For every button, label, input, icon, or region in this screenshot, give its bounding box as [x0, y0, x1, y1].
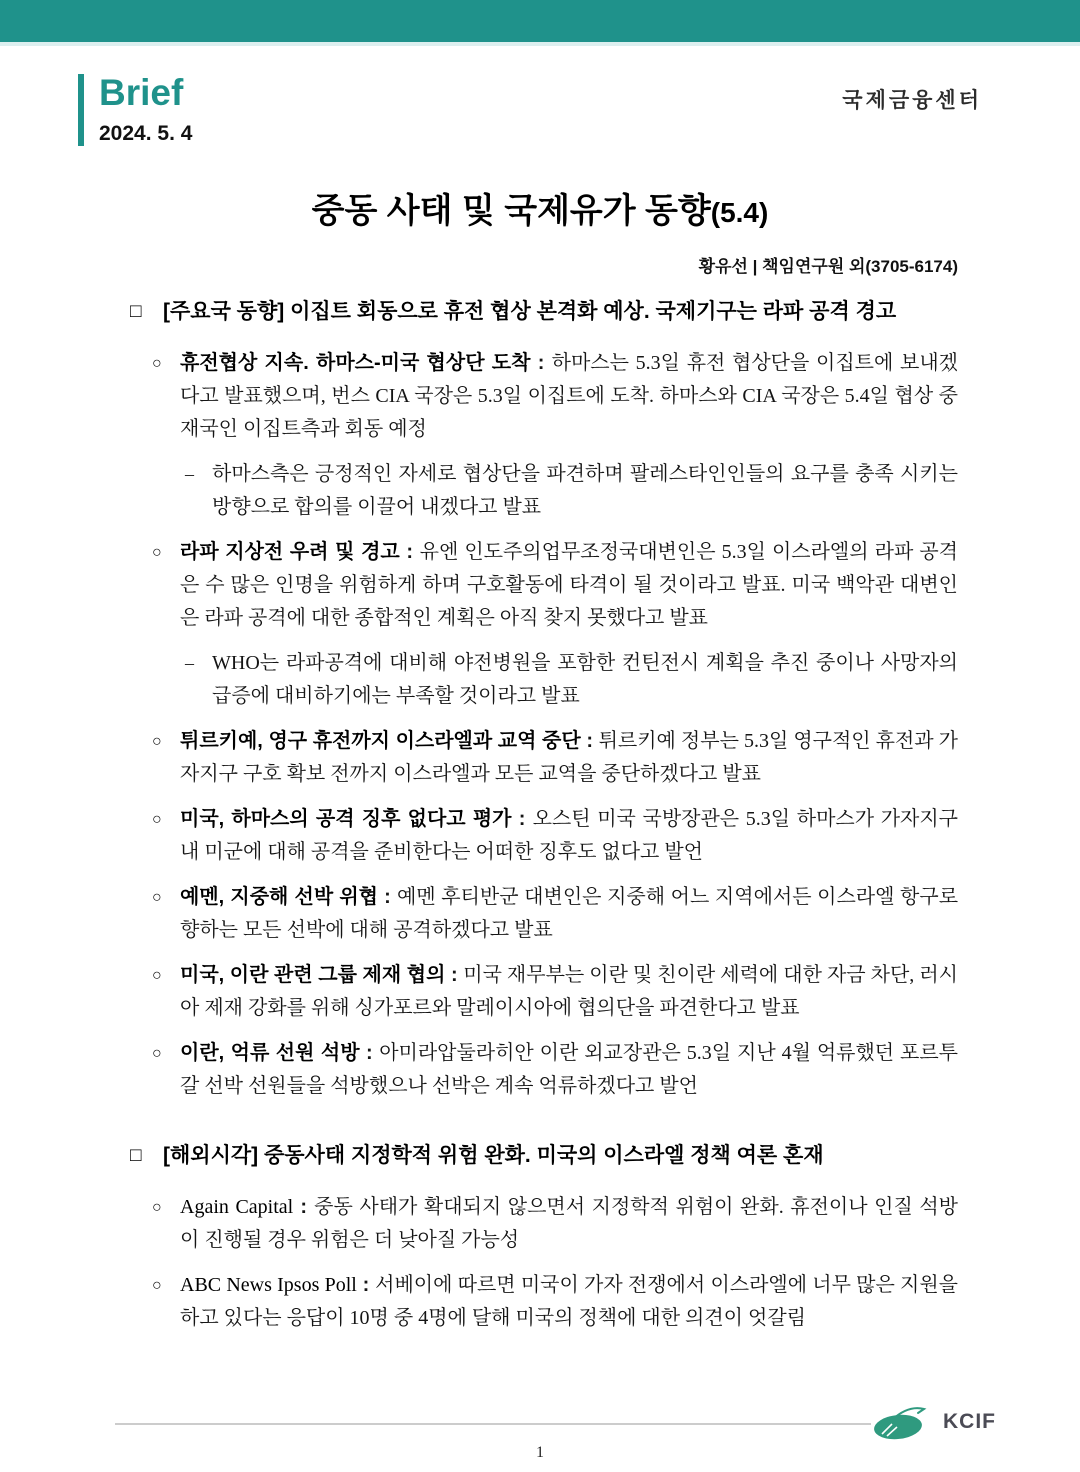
item-lead: 휴전협상 지속. 하마스-미국 협상단 도착 — [180, 352, 531, 374]
circle-bullet-icon: ○ — [152, 889, 162, 906]
item-body: 하마스는 5.3일 휴전 협상단을 이집트에 보내겠다고 발표했으며, 번스 CIA 국장은 5.3일 이집트에 도착. 하마스와 CIA 국장은 5.4일 협상 중재국인 이집트측과 회동 예정 — [180, 352, 958, 440]
list-item — [130, 347, 958, 446]
item-lead: 라파 지상전 우려 및 경고 — [180, 541, 400, 563]
section-heading-text: [주요국 동향] 이집트 회동으로 휴전 협상 본격화 예상. 국제기구는 라파 공격 경고 — [163, 300, 897, 323]
square-bullet-icon: □ — [130, 1145, 142, 1166]
item-lead: ABC News Ipsos Poll — [180, 1274, 357, 1296]
sub-list-item — [130, 647, 958, 713]
item-colon: : — [377, 886, 398, 908]
brief-label: Brief — [99, 72, 184, 113]
page-title-main: 중동 사태 및 국제유가 동향 — [311, 192, 711, 230]
sub-list-item — [130, 458, 958, 524]
item-lead: 미국, 이란 관련 그룹 제재 협의 — [180, 964, 446, 986]
top-accent-bar — [0, 0, 1080, 42]
dash-bullet-icon: – — [185, 464, 194, 484]
sub-item-text: 하마스측은 긍정적인 자세로 협상단을 파견하며 팔레스타인인들의 요구를 충족 시키는 방향으로 합의를 이끌어 내겠다고 발표 — [212, 463, 958, 518]
document-body — [130, 297, 958, 1347]
sub-item-text: WHO는 라파공격에 대비해 야전병원을 포함한 컨틴전시 계획을 추진 중이나 사망자의 급증에 대비하기에는 부족할 것이라고 발표 — [212, 652, 958, 707]
circle-bullet-icon: ○ — [152, 811, 162, 828]
list-item-text — [180, 1037, 958, 1103]
kcif-logo-icon — [872, 1402, 934, 1442]
kcif-logo — [872, 1402, 996, 1442]
list-item-text — [180, 536, 958, 635]
list-item-text — [180, 347, 958, 446]
circle-bullet-icon: ○ — [152, 355, 162, 372]
list-item — [130, 536, 958, 635]
item-lead: 예멘, 지중해 선박 위협 — [180, 886, 378, 908]
circle-bullet-icon: ○ — [152, 1277, 162, 1294]
list-item-text — [180, 959, 958, 1025]
list-item — [130, 1269, 958, 1335]
section-heading-text: [해외시각] 중동사태 지정학적 위험 완화. 미국의 이스라엘 정책 여론 혼재 — [163, 1144, 824, 1167]
item-body: 튀르키예 정부는 5.3일 영구적인 휴전과 가자지구 구호 확보 전까지 이스라엘과 모든 교역을 중단하겠다고 발표 — [180, 730, 958, 785]
item-colon: : — [359, 1042, 380, 1064]
list-item-text — [180, 803, 958, 869]
section-overseas-views — [130, 1141, 958, 1335]
list-item — [130, 725, 958, 791]
item-lead: 미국, 하마스의 공격 징후 없다고 평가 — [180, 808, 512, 830]
item-body: 미국 재무부는 이란 및 친이란 세력에 대한 자금 차단, 러시아 제재 강화를 위해 싱가포르와 말레이시아에 협의단을 파견한다고 발표 — [180, 964, 958, 1019]
item-colon: : — [530, 352, 552, 374]
item-body: 유엔 인도주의업무조정국대변인은 5.3일 이스라엘의 라파 공격은 수 많은 인명을 위험하게 하며 구호활동에 타격이 될 것이라고 발표. 미국 백악관 대변인은 라파 공격에 대한 종합적인 계획은 아직 찾지 못했다고 발표 — [180, 541, 958, 629]
item-colon: : — [580, 730, 599, 752]
kcif-logo-text: KCIF — [943, 1410, 996, 1433]
date-label: 2024. 5. 4 — [99, 121, 193, 145]
section-heading — [130, 1141, 958, 1171]
square-bullet-icon: □ — [130, 301, 142, 322]
list-item-text — [180, 1191, 958, 1257]
item-body: 중동 사태가 확대되지 않으면서 지정학적 위험이 완화. 휴전이나 인질 석방이 진행될 경우 위험은 더 낮아질 가능성 — [180, 1196, 958, 1251]
list-item — [130, 959, 958, 1025]
circle-bullet-icon: ○ — [152, 1199, 162, 1216]
item-body: 오스틴 미국 국방장관은 5.3일 하마스가 가자지구 내 미군에 대해 공격을 준비한다는 어떠한 징후도 없다고 발언 — [180, 808, 958, 863]
circle-bullet-icon: ○ — [152, 967, 162, 984]
page-number: 1 — [536, 1444, 544, 1461]
circle-bullet-icon: ○ — [152, 1045, 162, 1062]
list-item-text — [180, 1269, 958, 1335]
item-colon: : — [399, 541, 420, 563]
list-item — [130, 803, 958, 869]
dash-bullet-icon: – — [185, 653, 194, 673]
list-item-text — [180, 881, 958, 947]
page-title-suffix: (5.4) — [710, 197, 769, 228]
section-heading — [130, 297, 958, 327]
item-body: 서베이에 따르면 미국이 가자 전쟁에서 이스라엘에 너무 많은 지원을 하고 있다는 응답이 10명 중 4명에 달해 미국의 정책에 대한 의견이 엇갈림 — [180, 1274, 958, 1329]
item-body: 예멘 후티반군 대변인은 지중해 어느 지역에서든 이스라엘 항구로 향하는 모든 선박에 대해 공격하겠다고 발표 — [180, 886, 959, 941]
item-colon: : — [356, 1274, 376, 1296]
top-accent-underline — [0, 42, 1080, 46]
byline: 황유선 | 책임연구원 외(3705-6174) — [698, 257, 958, 276]
item-colon: : — [511, 808, 533, 830]
page-title — [0, 183, 1080, 232]
list-item-text — [180, 725, 958, 791]
list-item — [130, 881, 958, 947]
list-item — [130, 1191, 958, 1257]
item-body: 아미라압둘라히안 이란 외교장관은 5.3일 지난 4월 억류했던 포르투갈 선박 선원들을 석방했으나 선박은 계속 억류하겠다고 발언 — [180, 1042, 958, 1097]
circle-bullet-icon: ○ — [152, 733, 162, 750]
org-label: 국제금융센터 — [842, 89, 982, 112]
item-lead: 이란, 억류 선원 석방 — [180, 1042, 360, 1064]
brief-block — [78, 74, 192, 146]
circle-bullet-icon: ○ — [152, 544, 162, 561]
item-lead: 튀르키예, 영구 휴전까지 이스라엘과 교역 중단 — [180, 730, 581, 752]
footer-divider — [115, 1423, 871, 1425]
item-colon: : — [445, 964, 464, 986]
section-major-countries — [130, 297, 958, 1103]
item-colon: : — [293, 1196, 315, 1218]
list-item — [130, 1037, 958, 1103]
item-lead: Again Capital — [180, 1196, 294, 1218]
